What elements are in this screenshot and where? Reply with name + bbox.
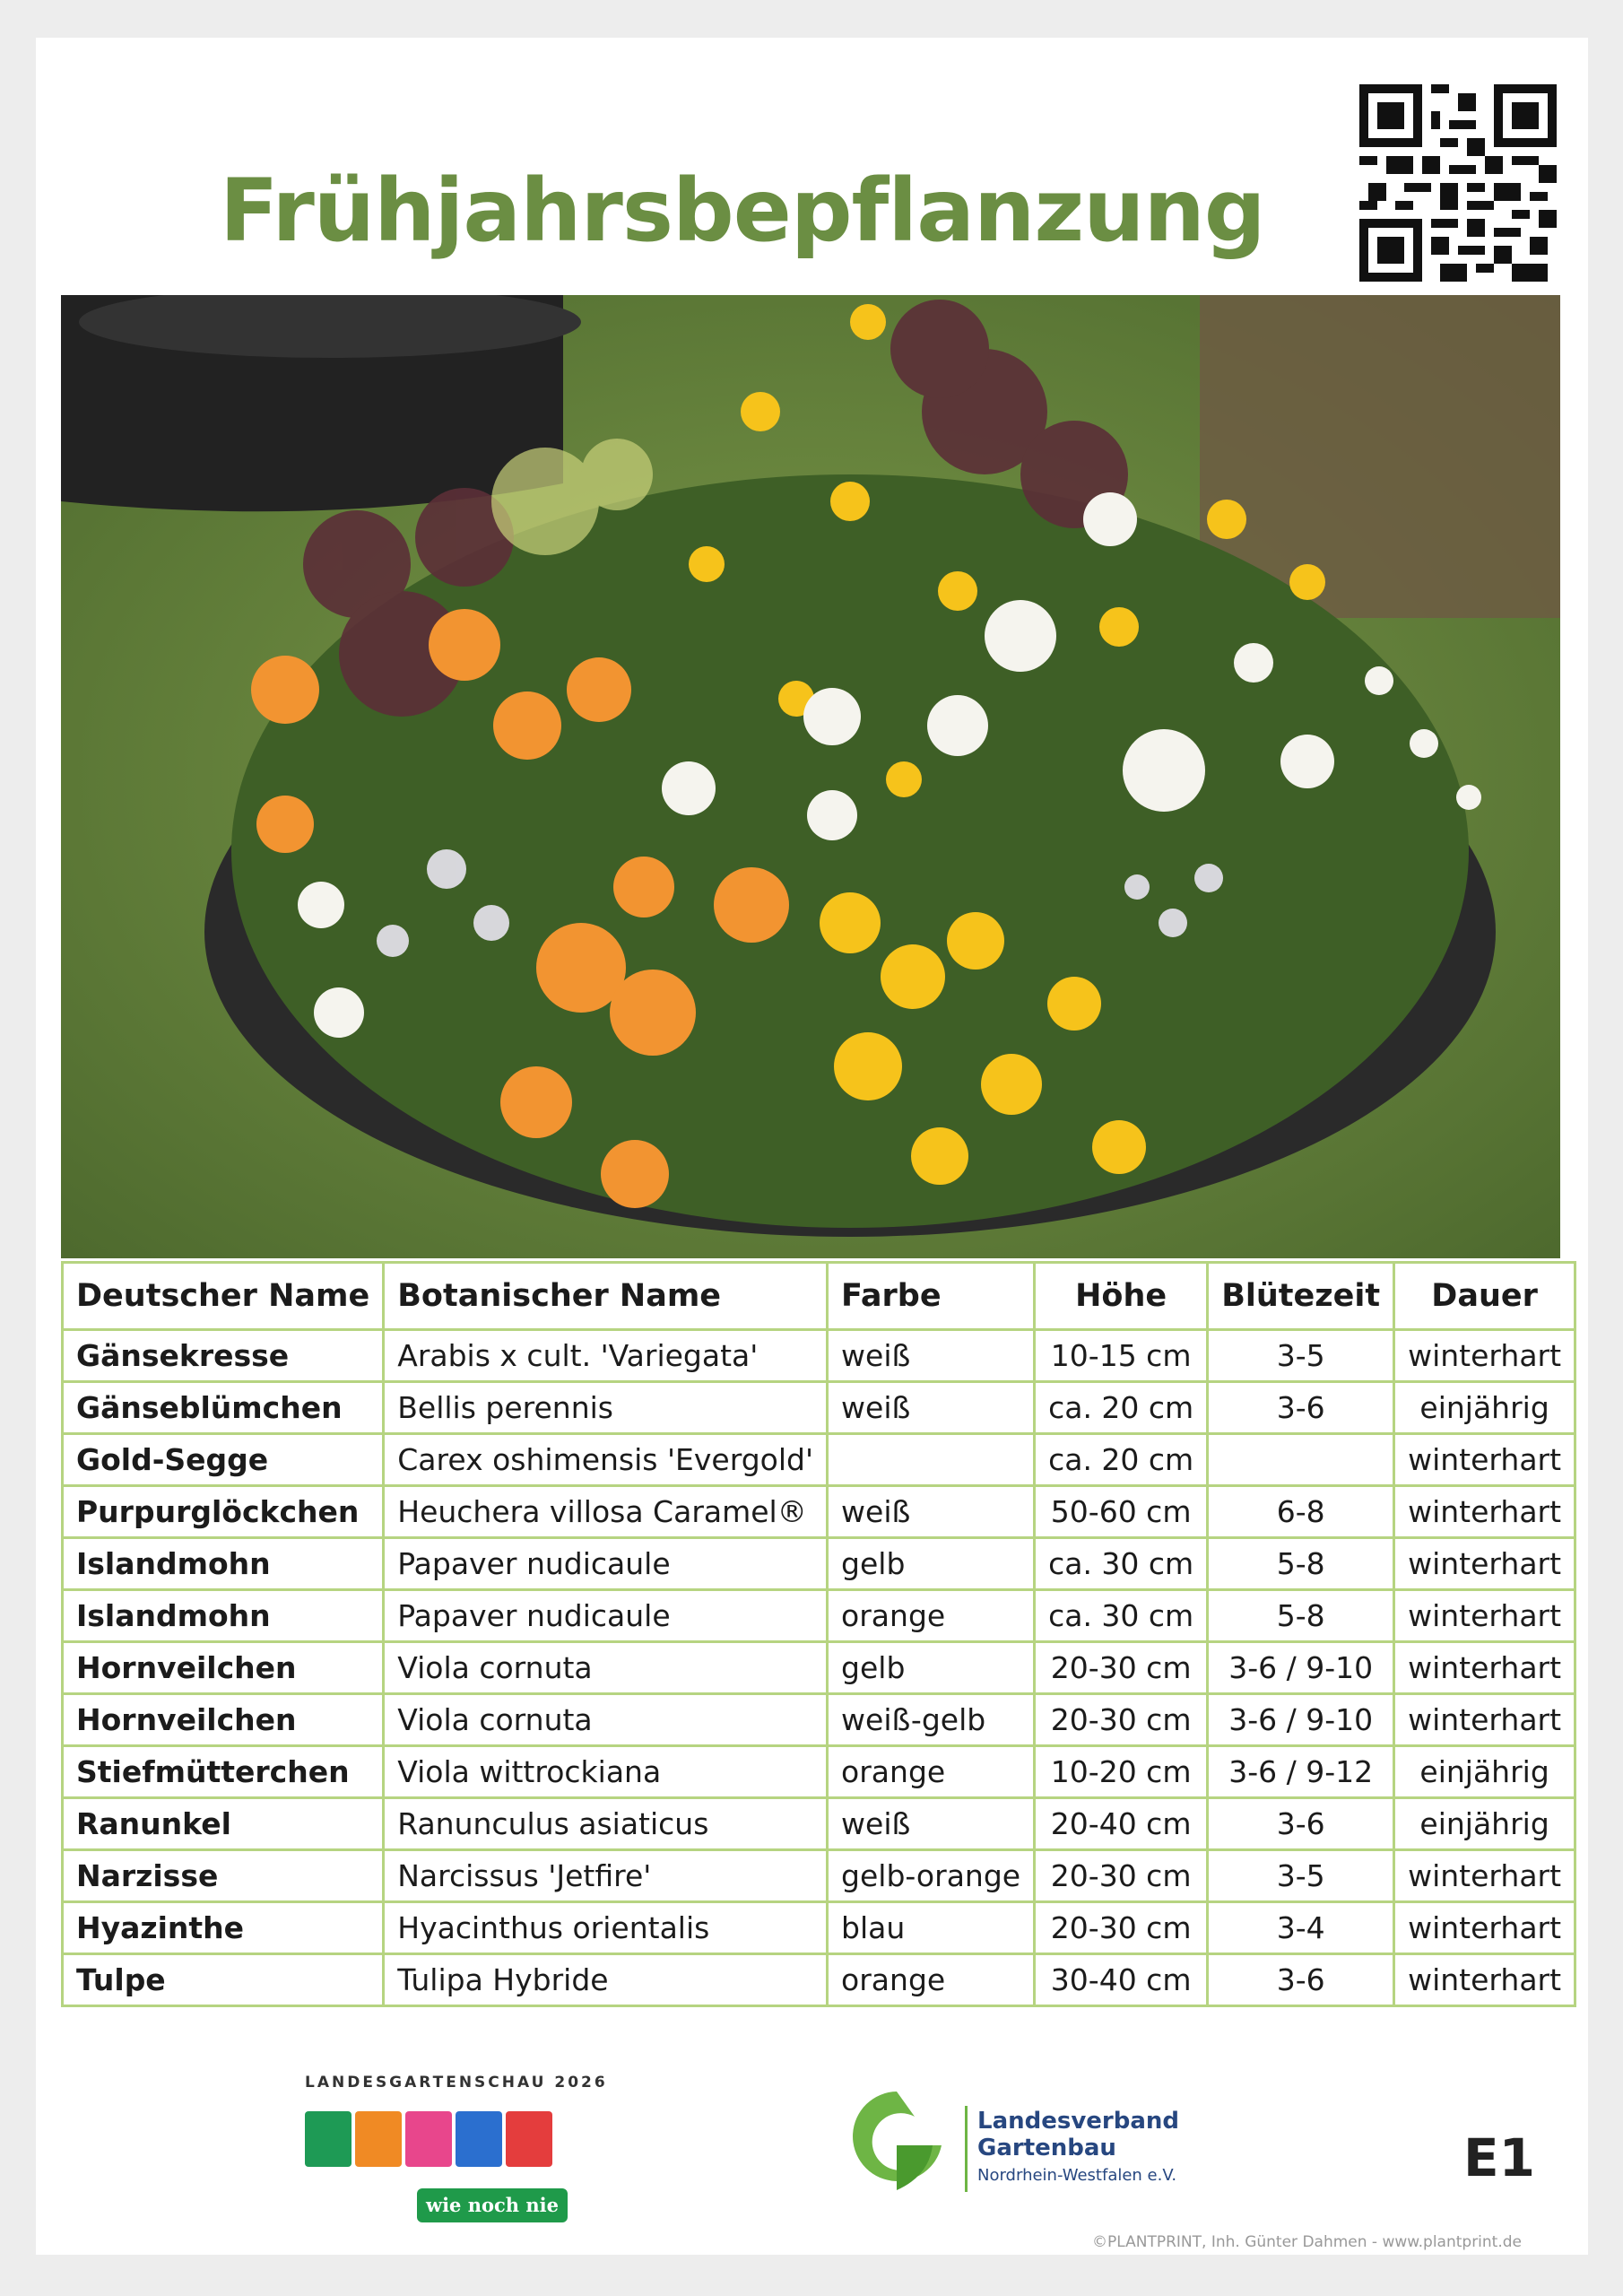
cell-botanischer-name: Hyacinthus orientalis xyxy=(384,1902,828,1954)
cell-bluetezeit: 3-6 xyxy=(1208,1798,1394,1850)
cell-dauer: winterhart xyxy=(1394,1590,1575,1642)
neuss-wordmark-logo xyxy=(305,2100,574,2181)
cell-deutscher-name: Hornveilchen xyxy=(63,1694,384,1746)
page-title: Frühjahrsbepflanzung xyxy=(220,161,1265,261)
laga-caption: LANDESGARTENSCHAU 2026 xyxy=(305,2074,608,2092)
cell-bluetezeit: 3-6 xyxy=(1208,1954,1394,2006)
cell-hoehe: 10-15 cm xyxy=(1035,1330,1208,1382)
landesverband-logo xyxy=(843,2074,1255,2208)
cell-farbe: orange xyxy=(828,1590,1035,1642)
cell-deutscher-name: Purpurglöckchen xyxy=(63,1486,384,1538)
table-row xyxy=(63,1798,1575,1850)
header-bluetezeit: Blütezeit xyxy=(1208,1263,1394,1330)
table-row xyxy=(63,1746,1575,1798)
cell-farbe: weiß xyxy=(828,1486,1035,1538)
copyright-credit: ©PLANTPRINT, Inh. Günter Dahmen - www.plantprint.de xyxy=(1092,2233,1522,2251)
cell-botanischer-name: Bellis perennis xyxy=(384,1382,828,1434)
lvg-name-line1: Landesverband xyxy=(977,2108,1180,2135)
table-header-row xyxy=(63,1263,1575,1330)
cell-dauer: einjährig xyxy=(1394,1798,1575,1850)
cell-hoehe: ca. 30 cm xyxy=(1035,1590,1208,1642)
table-row xyxy=(63,1850,1575,1902)
cell-dauer: einjährig xyxy=(1394,1382,1575,1434)
cell-bluetezeit: 5-8 xyxy=(1208,1590,1394,1642)
table-row xyxy=(63,1434,1575,1486)
cell-hoehe: 20-30 cm xyxy=(1035,1642,1208,1694)
cell-bluetezeit: 3-6 xyxy=(1208,1382,1394,1434)
plant-bowl-photo xyxy=(61,295,1560,1258)
cell-dauer: winterhart xyxy=(1394,1330,1575,1382)
cell-hoehe: 50-60 cm xyxy=(1035,1486,1208,1538)
cell-bluetezeit: 3-6 / 9-10 xyxy=(1208,1694,1394,1746)
cell-deutscher-name: Gold-Segge xyxy=(63,1434,384,1486)
cell-farbe: weiß xyxy=(828,1382,1035,1434)
cell-dauer: winterhart xyxy=(1394,1954,1575,2006)
cell-dauer: winterhart xyxy=(1394,1486,1575,1538)
cell-deutscher-name: Hornveilchen xyxy=(63,1642,384,1694)
table-row xyxy=(63,1902,1575,1954)
cell-deutscher-name: Stiefmütterchen xyxy=(63,1746,384,1798)
cell-farbe: gelb xyxy=(828,1642,1035,1694)
cell-botanischer-name: Papaver nudicaule xyxy=(384,1538,828,1590)
cell-botanischer-name: Viola cornuta xyxy=(384,1642,828,1694)
cell-dauer: winterhart xyxy=(1394,1850,1575,1902)
cell-farbe: weiß xyxy=(828,1798,1035,1850)
cell-dauer: winterhart xyxy=(1394,1694,1575,1746)
cell-farbe: orange xyxy=(828,1954,1035,2006)
cell-dauer: einjährig xyxy=(1394,1746,1575,1798)
cell-farbe: weiß xyxy=(828,1330,1035,1382)
cell-hoehe: 10-20 cm xyxy=(1035,1746,1208,1798)
cell-botanischer-name: Viola wittrockiana xyxy=(384,1746,828,1798)
table-row xyxy=(63,1642,1575,1694)
table-row xyxy=(63,1538,1575,1590)
cell-hoehe: ca. 20 cm xyxy=(1035,1434,1208,1486)
cell-bluetezeit: 3-5 xyxy=(1208,1850,1394,1902)
table-row xyxy=(63,1330,1575,1382)
lvg-region: Nordrhein-Westfalen e.V. xyxy=(977,2166,1177,2185)
cell-deutscher-name: Islandmohn xyxy=(63,1590,384,1642)
cell-deutscher-name: Islandmohn xyxy=(63,1538,384,1590)
cell-farbe: blau xyxy=(828,1902,1035,1954)
cell-bluetezeit: 3-6 / 9-10 xyxy=(1208,1642,1394,1694)
cell-farbe: weiß-gelb xyxy=(828,1694,1035,1746)
cell-bluetezeit: 6-8 xyxy=(1208,1486,1394,1538)
cell-deutscher-name: Ranunkel xyxy=(63,1798,384,1850)
header-hoehe: Höhe xyxy=(1035,1263,1208,1330)
cell-hoehe: 20-40 cm xyxy=(1035,1798,1208,1850)
cell-bluetezeit: 3-5 xyxy=(1208,1330,1394,1382)
header-botanischer-name: Botanischer Name xyxy=(384,1263,828,1330)
cell-dauer: winterhart xyxy=(1394,1538,1575,1590)
cell-botanischer-name: Carex oshimensis 'Evergold' xyxy=(384,1434,828,1486)
table-row xyxy=(63,1382,1575,1434)
table-row xyxy=(63,1486,1575,1538)
cell-deutscher-name: Narzisse xyxy=(63,1850,384,1902)
qr-code[interactable] xyxy=(1359,84,1557,282)
header-dauer: Dauer xyxy=(1394,1263,1575,1330)
lvg-name-line2: Gartenbau xyxy=(977,2135,1116,2161)
sign-page xyxy=(36,38,1588,2255)
cell-botanischer-name: Heuchera villosa Caramel® xyxy=(384,1486,828,1538)
laga-tagline: wie noch nie xyxy=(417,2188,568,2222)
landesgartenschau-logo xyxy=(305,2074,608,2235)
cell-bluetezeit xyxy=(1208,1434,1394,1486)
header-farbe: Farbe xyxy=(828,1263,1035,1330)
cell-deutscher-name: Gänsekresse xyxy=(63,1330,384,1382)
table-row xyxy=(63,1694,1575,1746)
cell-deutscher-name: Hyazinthe xyxy=(63,1902,384,1954)
cell-hoehe: 30-40 cm xyxy=(1035,1954,1208,2006)
cell-dauer: winterhart xyxy=(1394,1434,1575,1486)
cell-hoehe: 20-30 cm xyxy=(1035,1850,1208,1902)
sign-code: E1 xyxy=(1463,2127,1535,2188)
cell-bluetezeit: 5-8 xyxy=(1208,1538,1394,1590)
cell-farbe: gelb xyxy=(828,1538,1035,1590)
cell-botanischer-name: Ranunculus asiaticus xyxy=(384,1798,828,1850)
cell-hoehe: ca. 30 cm xyxy=(1035,1538,1208,1590)
logo-divider xyxy=(965,2106,968,2192)
cell-botanischer-name: Tulipa Hybride xyxy=(384,1954,828,2006)
table-row xyxy=(63,1954,1575,2006)
cell-dauer: winterhart xyxy=(1394,1902,1575,1954)
cell-farbe: gelb-orange xyxy=(828,1850,1035,1902)
plant-table xyxy=(61,1261,1576,2007)
cell-deutscher-name: Tulpe xyxy=(63,1954,384,2006)
table-row xyxy=(63,1590,1575,1642)
cell-farbe xyxy=(828,1434,1035,1486)
cell-botanischer-name: Viola cornuta xyxy=(384,1694,828,1746)
cell-bluetezeit: 3-6 / 9-12 xyxy=(1208,1746,1394,1798)
cell-botanischer-name: Arabis x cult. 'Variegata' xyxy=(384,1330,828,1382)
cell-farbe: orange xyxy=(828,1746,1035,1798)
header-deutscher-name: Deutscher Name xyxy=(63,1263,384,1330)
cell-hoehe: 20-30 cm xyxy=(1035,1902,1208,1954)
cell-deutscher-name: Gänseblümchen xyxy=(63,1382,384,1434)
table-body xyxy=(63,1330,1575,2006)
cell-dauer: winterhart xyxy=(1394,1642,1575,1694)
cell-botanischer-name: Narcissus 'Jetfire' xyxy=(384,1850,828,1902)
cell-hoehe: ca. 20 cm xyxy=(1035,1382,1208,1434)
landesverband-emblem-icon xyxy=(843,2083,950,2208)
cell-botanischer-name: Papaver nudicaule xyxy=(384,1590,828,1642)
cell-bluetezeit: 3-4 xyxy=(1208,1902,1394,1954)
cell-hoehe: 20-30 cm xyxy=(1035,1694,1208,1746)
